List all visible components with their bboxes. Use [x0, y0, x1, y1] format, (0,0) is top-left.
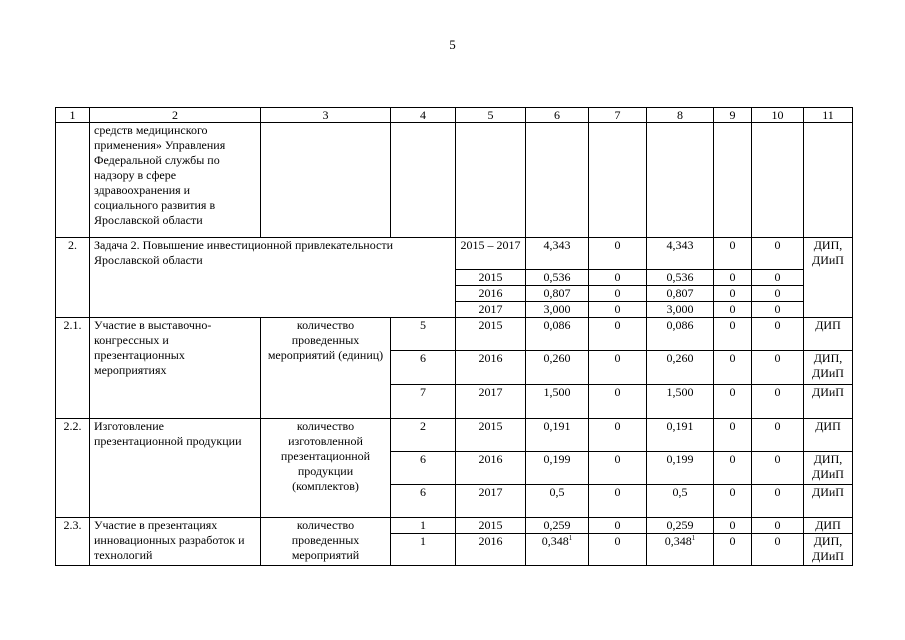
cell-local: 0 [714, 485, 752, 518]
cell-item-name: Участие в презентациях инновационных разработок и технологий [90, 518, 261, 566]
cell-item-name: Участие в выставочно-конгрессных и презентационных мероприятиях [90, 318, 261, 419]
cell-federal: 0 [589, 351, 647, 385]
cell-value: 6 [391, 452, 456, 485]
cell-year: 2017 [456, 385, 526, 419]
cell-indicator: количество проведенных мероприятий (единиц) [261, 318, 391, 419]
cell-total: 0,260 [526, 351, 589, 385]
cell-federal: 0 [589, 419, 647, 452]
cell-executor: ДИП, ДИиП [804, 351, 853, 385]
cell-executor: ДИиП [804, 385, 853, 419]
cell [391, 123, 456, 238]
cell-other: 0 [752, 485, 804, 518]
cell-value: 7 [391, 385, 456, 419]
cell-federal: 0 [589, 485, 647, 518]
cell-federal: 0 [589, 318, 647, 351]
cell-other: 0 [752, 286, 804, 302]
cell-regional: 4,343 [647, 238, 714, 270]
cell-total: 0,199 [526, 452, 589, 485]
cell-other: 0 [752, 238, 804, 270]
cell-regional [647, 534, 714, 566]
cell-local: 0 [714, 518, 752, 534]
cell-total: 0,259 [526, 518, 589, 534]
cell-regional: 0,5 [647, 485, 714, 518]
cell [589, 123, 647, 238]
cell-federal: 0 [589, 238, 647, 270]
cell-regional: 0,199 [647, 452, 714, 485]
cell-other: 0 [752, 318, 804, 351]
cell-local: 0 [714, 270, 752, 286]
table-row [56, 419, 853, 452]
cell-regional: 3,000 [647, 302, 714, 318]
cell-local: 0 [714, 286, 752, 302]
cell-local: 0 [714, 318, 752, 351]
cell-total: 0,536 [526, 270, 589, 286]
program-table [55, 107, 853, 566]
cell-value: 6 [391, 351, 456, 385]
cell-local: 0 [714, 302, 752, 318]
cell-total: 0,807 [526, 286, 589, 302]
cell-year: 2017 [456, 302, 526, 318]
cell-year: 2015 [456, 270, 526, 286]
cell-federal: 0 [589, 518, 647, 534]
cell-local: 0 [714, 351, 752, 385]
cell-local: 0 [714, 534, 752, 566]
cell-other: 0 [752, 351, 804, 385]
cell-num: 2. [56, 238, 90, 318]
cell-regional: 0,807 [647, 286, 714, 302]
cell-regional: 0,191 [647, 419, 714, 452]
cell-local: 0 [714, 452, 752, 485]
cell-value: 6 [391, 485, 456, 518]
cell-indicator: количество проведенных мероприятий [261, 518, 391, 566]
footnote-mark: 1 [691, 534, 696, 542]
cell-total: 4,343 [526, 238, 589, 270]
cell-regional: 0,086 [647, 318, 714, 351]
cell-num [56, 123, 90, 238]
header-cell: 7 [589, 108, 647, 123]
cell-year: 2015 [456, 419, 526, 452]
cell-other: 0 [752, 419, 804, 452]
header-cell: 11 [804, 108, 853, 123]
cell-total [526, 534, 589, 566]
cell-federal: 0 [589, 385, 647, 419]
page-number: 5 [449, 37, 456, 52]
cell-local: 0 [714, 419, 752, 452]
cell [647, 123, 714, 238]
cell [526, 123, 589, 238]
header-row [56, 108, 853, 123]
cell-continued-text: средств медицинского применения» Управления Федеральной службы по надзору в сфере здравоохранения и социального развития в Ярославской области [90, 123, 261, 238]
header-cell: 1 [56, 108, 90, 123]
cell-total: 0,086 [526, 318, 589, 351]
header-cell: 6 [526, 108, 589, 123]
cell-federal: 0 [589, 302, 647, 318]
cell-executor: ДИиП [804, 485, 853, 518]
cell-year: 2016 [456, 286, 526, 302]
cell-total: 0,191 [526, 419, 589, 452]
header-cell: 5 [456, 108, 526, 123]
cell-year: 2015 [456, 518, 526, 534]
cell-executor: ДИП [804, 419, 853, 452]
cell [804, 123, 853, 238]
cell-indicator: количество изготовленной презентационной продукции (комплектов) [261, 419, 391, 518]
cell-year: 2015 – 2017 [456, 238, 526, 270]
cell-executor: ДИП [804, 518, 853, 534]
cell-year: 2016 [456, 452, 526, 485]
cell-num: 2.2. [56, 419, 90, 518]
cell-other: 0 [752, 534, 804, 566]
header-cell: 3 [261, 108, 391, 123]
table-row [56, 123, 853, 238]
header-cell: 2 [90, 108, 261, 123]
cell-federal: 0 [589, 534, 647, 566]
cell-other: 0 [752, 270, 804, 286]
cell [752, 123, 804, 238]
cell-other: 0 [752, 452, 804, 485]
cell [261, 123, 391, 238]
footnote-mark: 1 [568, 534, 573, 542]
cell-value: 2 [391, 419, 456, 452]
header-cell: 10 [752, 108, 804, 123]
table-row [56, 518, 853, 534]
cell-regional: 0,259 [647, 518, 714, 534]
cell-executor: ДИП, ДИиП [804, 238, 853, 318]
cell-local: 0 [714, 385, 752, 419]
cell-value: 1 [391, 534, 456, 566]
cell-total: 0,5 [526, 485, 589, 518]
cell-executor: ДИП, ДИиП [804, 534, 853, 566]
header-cell: 9 [714, 108, 752, 123]
cell-local: 0 [714, 238, 752, 270]
cell-num: 2.1. [56, 318, 90, 419]
header-cell: 8 [647, 108, 714, 123]
cell-total: 3,000 [526, 302, 589, 318]
header-cell: 4 [391, 108, 456, 123]
cell-total: 1,500 [526, 385, 589, 419]
cell [456, 123, 526, 238]
cell-federal: 0 [589, 270, 647, 286]
cell-year: 2017 [456, 485, 526, 518]
cell-task-name: Задача 2. Повышение инвестиционной привлекательности Ярославской области [90, 238, 456, 318]
total-value: 0,348 [541, 534, 569, 548]
cell-executor: ДИП [804, 318, 853, 351]
cell-item-name: Изготовление презентационной продукции [90, 419, 261, 518]
table-row [56, 238, 853, 270]
cell-value: 1 [391, 518, 456, 534]
cell-regional: 1,500 [647, 385, 714, 419]
cell-value: 5 [391, 318, 456, 351]
cell-year: 2016 [456, 351, 526, 385]
cell-federal: 0 [589, 286, 647, 302]
cell-other: 0 [752, 302, 804, 318]
cell-year: 2015 [456, 318, 526, 351]
cell [714, 123, 752, 238]
cell-other: 0 [752, 518, 804, 534]
cell-num: 2.3. [56, 518, 90, 566]
cell-regional: 0,260 [647, 351, 714, 385]
cell-regional: 0,536 [647, 270, 714, 286]
table-row [56, 318, 853, 351]
cell-executor: ДИП, ДИиП [804, 452, 853, 485]
regional-value: 0,348 [664, 534, 692, 548]
cell-year: 2016 [456, 534, 526, 566]
cell-other: 0 [752, 385, 804, 419]
cell-federal: 0 [589, 452, 647, 485]
